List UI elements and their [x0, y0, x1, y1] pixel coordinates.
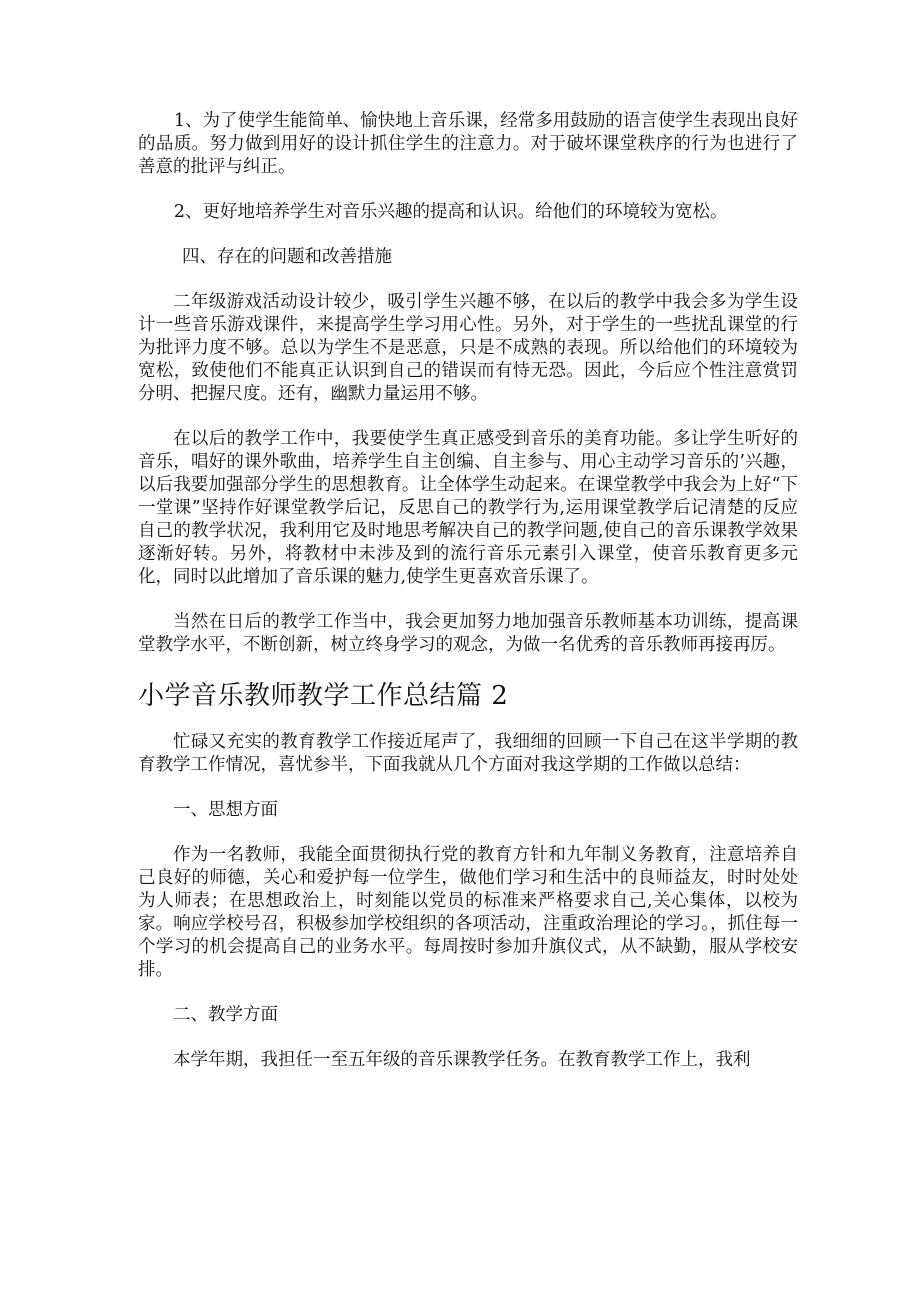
paragraph-intro: 忙碌又充实的教育教学工作接近尾声了，我细细的回顾一下自己在这半学期的教育教学工作情况，喜忧参半，下面我就从几个方面对我这学期的工作做以总结：: [138, 732, 798, 775]
paragraph-problems: 二年级游戏活动设计较少，吸引学生兴趣不够，在以后的教学中我会多为学生设计一些音乐游戏课件，来提高学生学习用心性。另外，对于学生的一些扰乱课堂的行为批评力度不够。总以为学生不是恶意，只是不成熟的表现。所以给他们的环境较为宽松，致使他们不能真正认识到自己的错误而有恃无恐。因此，今后应个性注意赏罚分明、把握尺度。还有，幽默力量运用不够。: [138, 292, 798, 404]
paragraph-conclusion: 当然在日后的教学工作当中，我会更加努力地加强音乐教师基本功训练，提高课堂教学水平，不断创新，树立终身学习的观念，为做一名优秀的音乐教师再接再厉。: [138, 612, 798, 655]
section-heading-teaching: 二、教学方面: [173, 1005, 278, 1025]
paragraph-teaching: 本学年期，我担任一至五年级的音乐课教学任务。在教育教学工作上，我利: [173, 1050, 751, 1070]
section-heading-thought: 一、思想方面: [173, 800, 278, 820]
paragraph-point-1: 1、为了使学生能简单、愉快地上音乐课，经常多用鼓励的语言使学生表现出良好的品质。努力做到用好的设计抓住学生的注意力。对于破坏课堂秩序的行为也进行了善意的批评与纠正。: [138, 111, 798, 177]
paragraph-future-work: 在以后的教学工作中，我要使学生真正感受到音乐的美育功能。多让学生听好的音乐，唱好的课外歌曲，培养学生自主创编、自主参与、用心主动学习音乐的’兴趣，以后我要加强部分学生的思想教育。让全体学生动起来。在课堂教学中我会为上好“下一堂课”坚持作好课堂教学后记，反思自己的教学行为,运用课堂教学后记清楚的反应自己的教学状况，我利用它及时地思考解决自己的教学问题,使自己的音乐课教学效果逐渐好转。另外，将教材中未涉及到的流行音乐元素引入课堂，使音乐教育更多元化，同时以此增加了音乐课的魅力,使学生更喜欢音乐课了。: [138, 429, 798, 587]
article-title-2: 小学音乐教师教学工作总结篇 2: [138, 681, 509, 711]
document-body: [138, 110, 798, 1094]
paragraph-thought: 作为一名教师，我能全面贯彻执行党的教育方针和九年制义务教育，注意培养自己良好的师德，关心和爱护每一位学生，做他们学习和生活中的良师益友，时时处处为人师表；在思想政治上，时刻能以党员的标准来严格要求自己,关心集体，以校为家。响应学校号召，积极参加学校组织的各项活动，注重政治理论的学习。，抓住每一个学习的机会提高自己的业务水平。每周按时参加升旗仪式，从不缺勤，服从学校安排。: [138, 845, 798, 980]
section-heading-problems: 四、存在的问题和改善措施: [182, 247, 392, 267]
paragraph-point-2: 2、更好地培养学生对音乐兴趣的提高和认识。给他们的环境较为宽松。: [173, 202, 728, 222]
